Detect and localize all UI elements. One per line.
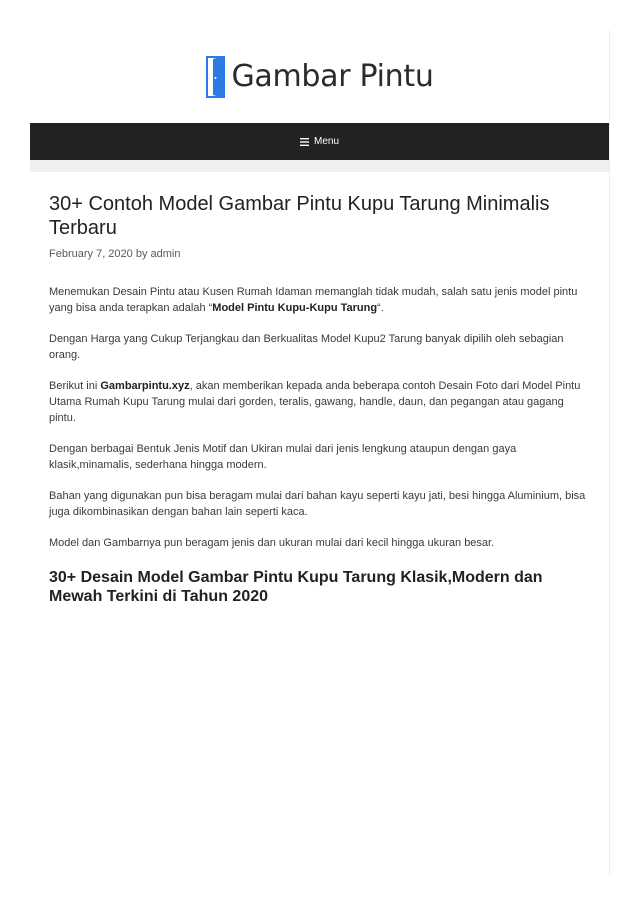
header-separator (30, 160, 609, 172)
paragraph-3-bold: Gambarpintu.xyz (100, 380, 190, 392)
paragraph-1-bold: Model Pintu Kupu-Kupu Tarung (212, 302, 378, 314)
post-meta (49, 247, 590, 261)
section-heading: 30+ Desain Model Gambar Pintu Kupu Tarung Klasik,Modern dan Mewah Terkini di Tahun 2020 (49, 569, 543, 605)
paragraph-1 (49, 284, 590, 316)
main-navigation (30, 123, 609, 160)
paragraph-3 (49, 378, 590, 426)
post-author[interactable]: admin (150, 248, 181, 260)
post-article (30, 192, 609, 606)
post-content (49, 284, 590, 551)
site-container (30, 30, 610, 875)
post-by: by (135, 248, 148, 260)
paragraph-2: Dengan Harga yang Cukup Terjangkau dan Berkualitas Model Kupu2 Tarung banyak dipilih oleh sebagian orang. (49, 333, 564, 361)
site-logo[interactable] (205, 55, 433, 99)
post-title: 30+ Contoh Model Gambar Pintu Kupu Tarung Minimalis Terbaru (49, 193, 550, 239)
paragraph-1-text-b: “. (377, 302, 384, 314)
paragraph-5: Bahan yang digunakan pun bisa beragam mulai dari bahan kayu seperti kayu jati, besi hingga Aluminium, bisa juga dikombinasikan dengan bahan lain seperti kaca. (49, 490, 586, 518)
paragraph-3-text-b: , akan memberikan kepada anda beberapa contoh Desain Foto dari Model Pintu Utama Rumah Kupu Tarung mulai dari gorden, teralis, gawang, handle, daun, dan pegangan atau gagang pintu. (49, 380, 581, 424)
hamburger-icon (300, 138, 309, 146)
site-title: Gambar Pintu (231, 59, 434, 94)
paragraph-3-text-a: Berikut ini (49, 380, 101, 392)
menu-toggle-button[interactable] (300, 136, 339, 147)
paragraph-4: Dengan berbagai Bentuk Jenis Motif dan Ukiran mulai dari jenis lengkung ataupun dengan gaya klasik,minamalis, sederhana hingga modern. (49, 443, 517, 471)
site-header (30, 30, 609, 123)
paragraph-6: Model dan Gambarnya pun beragam jenis dan ukuran mulai dari kecil hingga ukuran besar. (49, 537, 495, 549)
door-icon (205, 55, 227, 99)
menu-label: Menu (313, 136, 339, 147)
paragraph-1-text-a: Menemukan Desain Pintu atau Kusen Rumah Idaman memanglah tidak mudah, salah satu jenis model pintu yang bisa anda terapkan adalah “ (49, 286, 578, 314)
post-date[interactable]: February 7, 2020 (49, 248, 133, 260)
